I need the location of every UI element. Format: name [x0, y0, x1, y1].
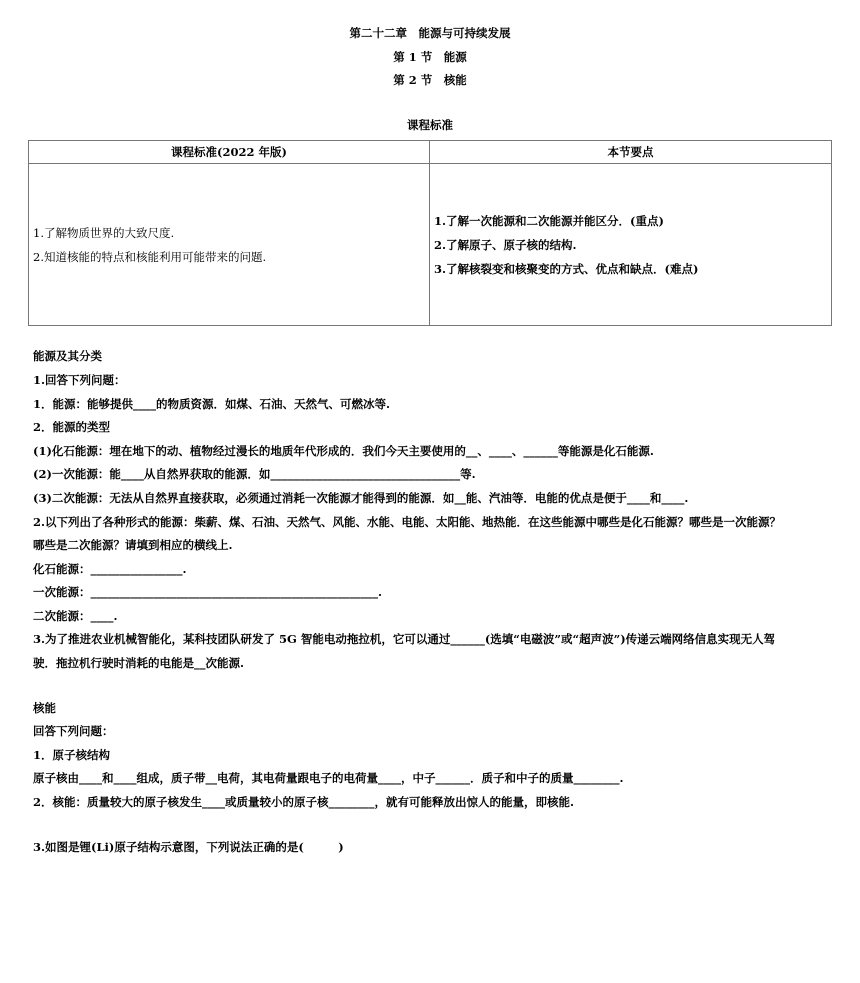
- part1-line: 哪些是二次能源？请填到相应的横线上.: [33, 538, 233, 552]
- standard-item: 1.了解物质世界的大致尺度.: [33, 225, 175, 240]
- part1-line: (2)一次能源：能____从自然界获取的能源．如_________________________________等.: [33, 467, 476, 481]
- part2-title: 核能: [33, 701, 56, 715]
- part1-line: (3)二次能源：无法从自然界直接获取，必须通过消耗一次能源才能得到的能源．如__能、汽油等．电能的优点是便于____和____.: [33, 491, 689, 505]
- keypoint-item: 2.了解原子、原子核的结构.: [434, 237, 577, 252]
- table-header-standard: 课程标准(2022 年版): [29, 141, 430, 164]
- part1-line: 1.回答下列问题：: [33, 373, 126, 387]
- part1-line: (1)化石能源：埋在地下的动、植物经过漫长的地质年代形成的．我们今天主要使用的__、____、______等能源是化石能源.: [33, 444, 654, 458]
- part2-line: 1．原子核结构: [33, 748, 111, 762]
- keypoint-item: 1.了解一次能源和二次能源并能区分．(重点): [434, 213, 664, 228]
- keypoint-item: 3.了解核裂变和核聚变的方式、优点和缺点．(难点): [434, 261, 699, 276]
- section-title-2: 第 2 节 核能: [393, 73, 467, 87]
- standard-item: 2.知道核能的特点和核能利用可能带来的问题.: [33, 249, 267, 264]
- standard-cell: [29, 164, 430, 326]
- keypoints-cell: [430, 164, 832, 326]
- part2-line: 回答下列问题：: [33, 724, 114, 738]
- part1-line: 化石能源：________________.: [33, 562, 187, 576]
- standard-title: 课程标准: [407, 118, 453, 132]
- part1-line: 驶．拖拉机行驶时消耗的电能是__次能源.: [33, 656, 245, 670]
- chapter-title: 第二十二章 能源与可持续发展: [349, 26, 511, 40]
- part2-question: 3.如图是锂(Li)原子结构示意图，下列说法正确的是( ): [33, 840, 344, 854]
- part2-line: 原子核由____和____组成，质子带__电荷，其电荷量跟电子的电荷量____，中子______．质子和中子的质量________.: [33, 771, 624, 785]
- part1-line: 1．能源：能够提供____的物质资源．如煤、石油、天然气、可燃冰等.: [33, 397, 391, 411]
- part1-line: 2．能源的类型: [33, 420, 111, 434]
- part1-line: 3.为了推进农业机械智能化，某科技团队研发了 5G 智能电动拖拉机，它可以通过______(选填“电磁波”或“超声波”)传递云端网络信息实现无人驾: [33, 632, 776, 646]
- standards-table: [28, 140, 832, 326]
- part2-line: 2．核能：质量较大的原子核发生____或质量较小的原子核________，就有可能释放出惊人的能量，即核能.: [33, 795, 575, 809]
- part1-line: 一次能源：__________________________________________________.: [33, 585, 383, 599]
- section-title-1: 第 1 节 能源: [393, 50, 467, 64]
- part1-line: 二次能源：____.: [33, 609, 118, 623]
- table-header-keypoints: 本节要点: [430, 141, 832, 164]
- part1-title: 能源及其分类: [33, 349, 102, 363]
- part1-line: 2.以下列出了各种形式的能源：柴薪、煤、石油、天然气、风能、水能、电能、太阳能、地热能．在这些能源中哪些是化石能源？哪些是一次能源？: [33, 515, 781, 529]
